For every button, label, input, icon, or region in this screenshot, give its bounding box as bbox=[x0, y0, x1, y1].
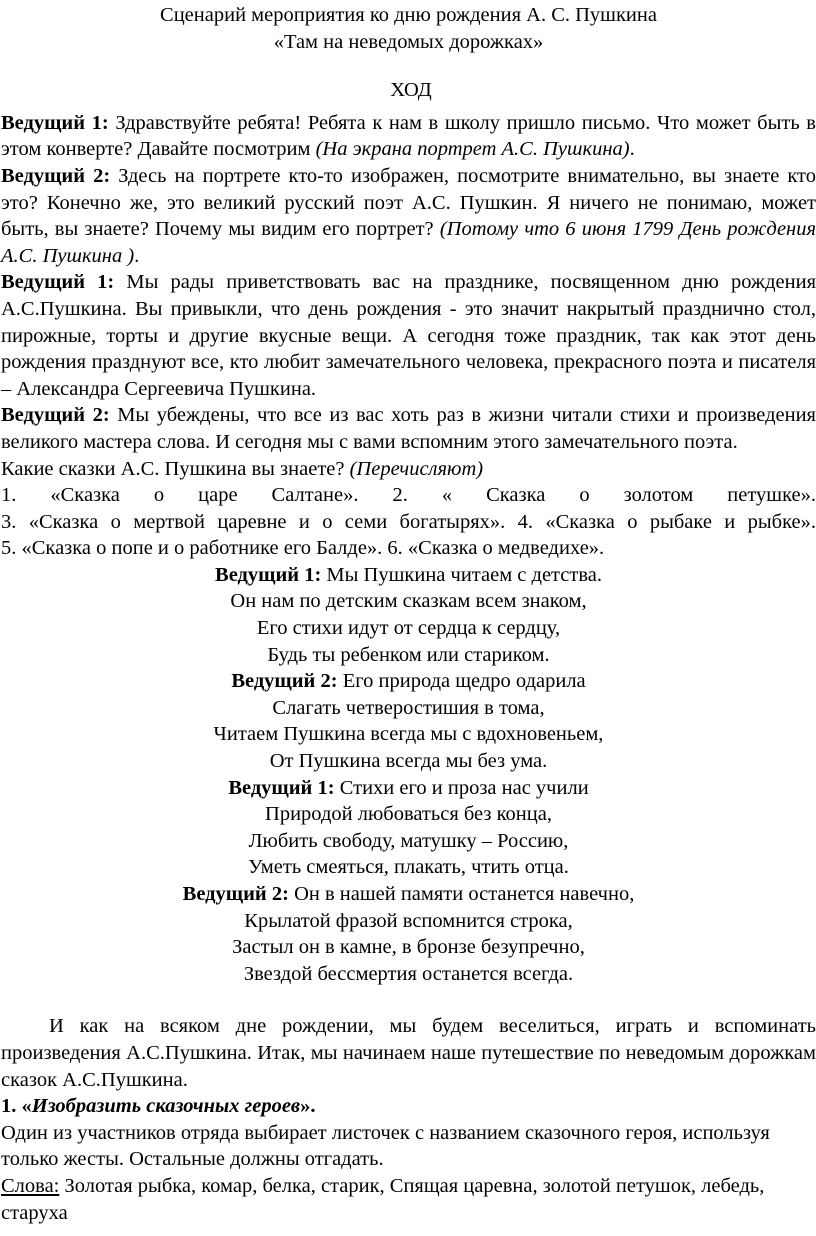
speaker-label: Ведущий 2: bbox=[231, 670, 338, 693]
paragraph-text: Здравствуйте ребята! Ребята к нам в школу пришло письмо. Что может быть в этом конверте? Давайте посмотрим bbox=[1, 111, 816, 161]
poem-line bbox=[1, 881, 816, 908]
stage-note: (Перечисляют) bbox=[349, 457, 484, 480]
doc-title-line2: «Там на неведомых дорожках» bbox=[273, 30, 544, 53]
poem-line: Застыл он в камне, в бронзе безупречно, bbox=[232, 936, 585, 959]
tales-list-line-2: 3. «Сказка о мертвой царевне и о семи богатырях». 4. «Сказка о рыбаке и рыбке». bbox=[1, 510, 816, 533]
stage-note: (На экрана портрет А.С. Пушкина) bbox=[315, 138, 630, 161]
paragraph-end: . bbox=[629, 138, 635, 161]
dialog-paragraph-4 bbox=[1, 402, 816, 455]
paragraph-text: Здесь на портрете кто-то изображен, посмотрите внимательно, вы знаете кто это? Конечно же, это великий русский поэт А.С. Пушкин. Я ничего не понимаю, может быть, вы знаете? Почему мы видим его портрет? bbox=[1, 164, 816, 241]
poem-block bbox=[1, 562, 816, 988]
task-title: Изобразить сказочных героев bbox=[31, 1095, 301, 1118]
poem-line: Природой любоваться без конца, bbox=[265, 803, 552, 826]
task-number: 1. « bbox=[1, 1095, 32, 1118]
words-list: Золотая рыбка, комар, белка, старик, Спящая царевна, золотой петушок, лебедь, старуха bbox=[1, 1174, 765, 1224]
poem-line: Крылатой фразой вспомнится строка, bbox=[244, 909, 573, 932]
paragraph-text: Мы рады приветствовать вас на празднике, посвященном дню рождения А.С.Пушкина. Вы привыкли, что день рождения - это значит накрытый празднично стол, пирожные, торты и другие вкусные вещи. А сегодня тоже праздник, так как этот день рождения празднуют все, кто любит замечательного человека, прекрасного поэта и писателя – Александра Сергеевича Пушкина. bbox=[1, 271, 816, 400]
task-1-heading bbox=[1, 1093, 816, 1120]
poem-line: Уметь смеяться, плакать, чтить отца. bbox=[248, 856, 569, 879]
poem-line: Слагать четверостишия в тома, bbox=[272, 696, 545, 719]
question-line bbox=[1, 456, 816, 483]
speaker-label: Ведущий 1: bbox=[228, 776, 335, 799]
poem-text: Его природа щедро одарила bbox=[337, 670, 586, 693]
dialog-paragraph-3 bbox=[1, 269, 816, 402]
tales-list-line-3: 5. «Сказка о попе и о работнике его Балде». 6. «Сказка о медведихе». bbox=[1, 537, 605, 560]
doc-title-line1: Сценарий мероприятия ко дню рождения А. С. Пушкина bbox=[160, 4, 657, 26]
speaker-label: Ведущий 2: bbox=[182, 883, 289, 905]
question-text: Какие сказки А.С. Пушкина вы знаете? bbox=[1, 457, 350, 480]
poem-line: Он нам по детским сказкам всем знаком, bbox=[230, 590, 587, 613]
dialog-paragraph-2 bbox=[1, 163, 816, 269]
poem-line: От Пушкина всегда мы без ума. bbox=[269, 750, 548, 773]
poem-line: Будь ты ребенком или стариком. bbox=[267, 643, 550, 666]
poem-line bbox=[1, 775, 816, 802]
poem-line: Читаем Пушкина всегда мы с вдохновеньем, bbox=[213, 723, 604, 746]
task-1-description: Один из участников отряда выбирает листочек с названием сказочного героя, используя только жесты. Остальные должны отгадать. bbox=[1, 1121, 770, 1171]
paragraph-end: . bbox=[134, 244, 140, 267]
poem-text: Мы Пушкина читаем с детства. bbox=[321, 563, 602, 586]
intro-paragraph: И как на всяком дне рождении, мы будем веселиться, играть и вспоминать произведения А.С.Пушкина. Итак, мы начинаем наше путешествие по неведомым дорожкам сказок А.С.Пушкина. bbox=[1, 1015, 816, 1091]
task-title-end: ». bbox=[300, 1095, 316, 1118]
dialog-paragraph-1 bbox=[1, 110, 816, 163]
spacer bbox=[1, 987, 816, 1013]
poem-line: Звездой бессмертия останется всегда. bbox=[243, 962, 574, 985]
poem-text: Стихи его и проза нас учили bbox=[334, 776, 589, 799]
task-1-words bbox=[1, 1173, 816, 1226]
paragraph-text: Мы убеждены, что все из вас хоть раз в жизни читали стихи и произведения великого мастера слова. И сегодня мы с вами вспомним этого замечательного поэта. bbox=[1, 404, 816, 453]
tales-list-line-1: 1. «Сказка о царе Салтане». 2. « Сказка о золотом петушке». bbox=[1, 484, 816, 507]
speaker-label: Ведущий 1: bbox=[215, 563, 322, 586]
speaker-label: Ведущий 2: bbox=[1, 404, 110, 427]
speaker-label: Ведущий 1: bbox=[1, 271, 115, 294]
poem-line: Его стихи идут от сердца к сердцу, bbox=[256, 617, 561, 640]
stage-note: (Потому что 6 июня 1799 День рождения А.С. Пушкина ) bbox=[1, 218, 816, 267]
speaker-label: Ведущий 2: bbox=[1, 164, 111, 187]
poem-line bbox=[1, 562, 816, 589]
section-heading: ХОД bbox=[390, 79, 432, 102]
words-label: Слова: bbox=[1, 1174, 60, 1197]
poem-line bbox=[1, 668, 816, 695]
poem-line: Любить свободу, матушку – Россию, bbox=[248, 829, 569, 852]
poem-text: Он в нашей памяти останется навечно, bbox=[288, 883, 635, 905]
speaker-label: Ведущий 1: bbox=[1, 111, 109, 134]
